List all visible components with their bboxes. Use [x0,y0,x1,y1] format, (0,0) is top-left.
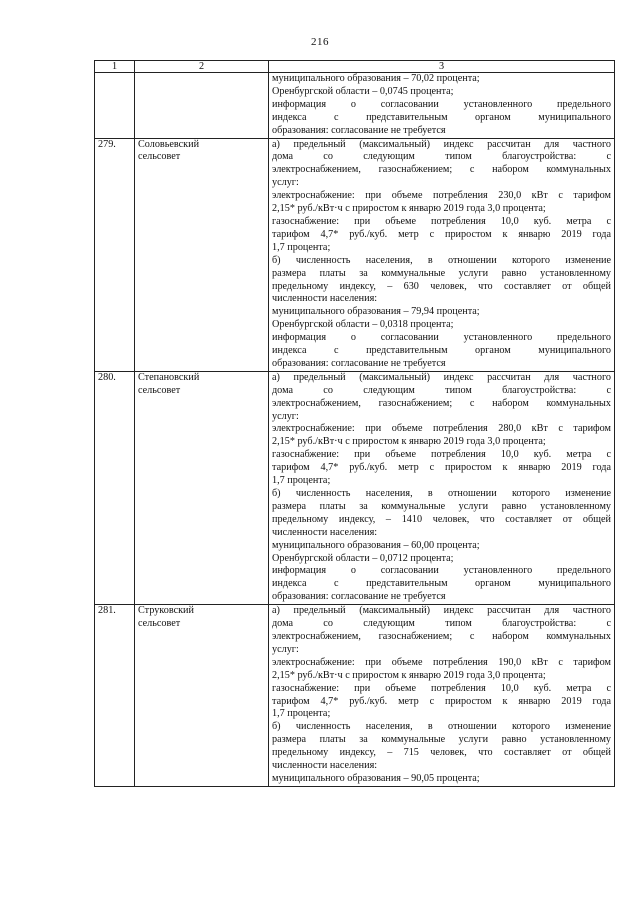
municipality-name-line: сельсовет [138,151,181,163]
text-line: услуг: [272,643,299,655]
table-row [95,138,615,371]
continuation-text-cell [269,73,615,139]
text-line: образования: согласование не требуется [272,591,446,603]
text-line: тарифом 4,7* руб./куб. метр с приростом к январю 2019 года [272,695,611,707]
text-line: газоснабжение: при объеме потребления 10,0 куб. метра с [272,215,611,227]
text-line: информация о согласовании установленного предельного [272,565,611,577]
text-line: образования: согласование не требуется [272,357,446,369]
text-line: услуг: [272,410,299,422]
text-line: муниципального образования – 79,94 процента; [272,306,480,318]
row-number-cell: 279. [95,138,135,371]
text-line: б) численность населения, в отношении которого изменение [272,488,611,499]
text-line: электроснабжение: при объеме потребления 280,0 кВт с тарифом [272,423,611,435]
text-line: газоснабжение: при объеме потребления 10,0 куб. метра с [272,682,611,694]
text-line: численности населения: [272,760,378,772]
text-line: предельному индексу, – 630 человек, что составляет от общей [272,280,611,292]
text-line: численности населения: [272,293,378,305]
text-line: электроснабжением, газоснабжением; с набором коммунальных [272,164,611,176]
table-row [95,605,615,787]
text-line: газоснабжение: при объеме потребления 10,0 куб. метра с [272,449,611,461]
index-description-cell [269,605,615,787]
municipality-name-cell [135,605,269,787]
text-line: Оренбургской области – 0,0712 процента; [272,552,454,564]
table-row [95,371,615,604]
text-line: индекса с представительным органом муниципального [272,578,611,590]
text-line: 1,7 процента; [272,241,331,253]
text-line: размера платы за коммунальные услуги равно установленному [272,734,611,746]
table-body [95,138,615,786]
text-line: информация о согласовании установленного предельного [272,332,611,344]
text-line: дома со следующим типом благоустройства: с [272,151,611,163]
text-line: размера платы за коммунальные услуги равно установленному [272,500,611,512]
text-line: 2,15* руб./кВт·ч с приростом к январю 2019 года 3,0 процента; [272,203,546,215]
text-line: дома со следующим типом благоустройства: с [272,618,611,630]
text-line: численности населения: [272,526,378,538]
text-line: электроснабжение: при объеме потребления 190,0 кВт с тарифом [272,656,611,668]
text-line: дома со следующим типом благоустройства: с [272,384,611,396]
text-line: б) численность населения, в отношении которого изменение [272,254,611,266]
text-line: 2,15* руб./кВт·ч с приростом к январю 2019 года 3,0 процента; [272,669,546,681]
municipality-name-line: сельсовет [138,618,181,630]
column-header-2: 2 [135,61,269,73]
column-header-1: 1 [95,61,135,73]
index-description-cell [269,138,615,371]
text-line: тарифом 4,7* руб./куб. метр с приростом к январю 2019 года [272,462,611,474]
text-line: электроснабжением, газоснабжением; с набором коммунальных [272,397,611,409]
row-number-cell: 280. [95,371,135,604]
page-number: 216 [311,36,329,48]
continuation-row [95,73,615,139]
municipality-name-cell [135,138,269,371]
text-line: Оренбургской области – 0,0745 процента; [272,85,454,97]
text-line: тарифом 4,7* руб./куб. метр с приростом к январю 2019 года [272,228,611,240]
municipality-name-line: сельсовет [138,384,181,396]
municipality-name-cell [135,371,269,604]
municipality-name-line: Соловьевский [138,138,200,150]
text-line: 1,7 процента; [272,475,331,487]
text-line: электроснабжением, газоснабжением; с набором коммунальных [272,630,611,642]
text-line: информация о согласовании установленного предельного [272,98,611,110]
text-line: услуг: [272,177,299,189]
text-line: а) предельный (максимальный) индекс рассчитан для частного [272,138,611,150]
text-line: размера платы за коммунальные услуги равно установленному [272,267,611,279]
text-line: муниципального образования – 70,02 процента; [272,73,480,84]
table-header-row [95,61,615,73]
text-line: муниципального образования – 90,05 процента; [272,772,480,784]
text-line: предельному индексу, – 1410 человек, что составляет от общей [272,513,611,525]
text-line: индекса с представительным органом муниципального [272,111,611,123]
text-line: Оренбургской области – 0,0318 процента; [272,319,454,331]
row-number-cell: 281. [95,605,135,787]
text-line: б) численность населения, в отношении которого изменение [272,721,611,733]
municipality-name-line: Струковский [138,605,194,617]
column-header-3: 3 [269,61,615,73]
continuation-name-cell [135,73,269,139]
municipality-name-line: Степановский [138,371,200,383]
continuation-number-cell [95,73,135,139]
text-line: а) предельный (максимальный) индекс рассчитан для частного [272,371,611,383]
text-line: 1,7 процента; [272,708,331,720]
text-line: электроснабжение: при объеме потребления 230,0 кВт с тарифом [272,190,611,202]
text-line: индекса с представительным органом муниципального [272,345,611,357]
index-description-cell [269,371,615,604]
text-line: образования: согласование не требуется [272,124,446,136]
text-line: предельному индексу, – 715 человек, что составляет от общей [272,747,611,759]
tariff-index-table [94,60,615,787]
text-line: 2,15* руб./кВт·ч с приростом к январю 2019 года 3,0 процента; [272,436,546,448]
text-line: а) предельный (максимальный) индекс рассчитан для частного [272,605,611,617]
text-line: муниципального образования – 60,00 процента; [272,539,480,551]
